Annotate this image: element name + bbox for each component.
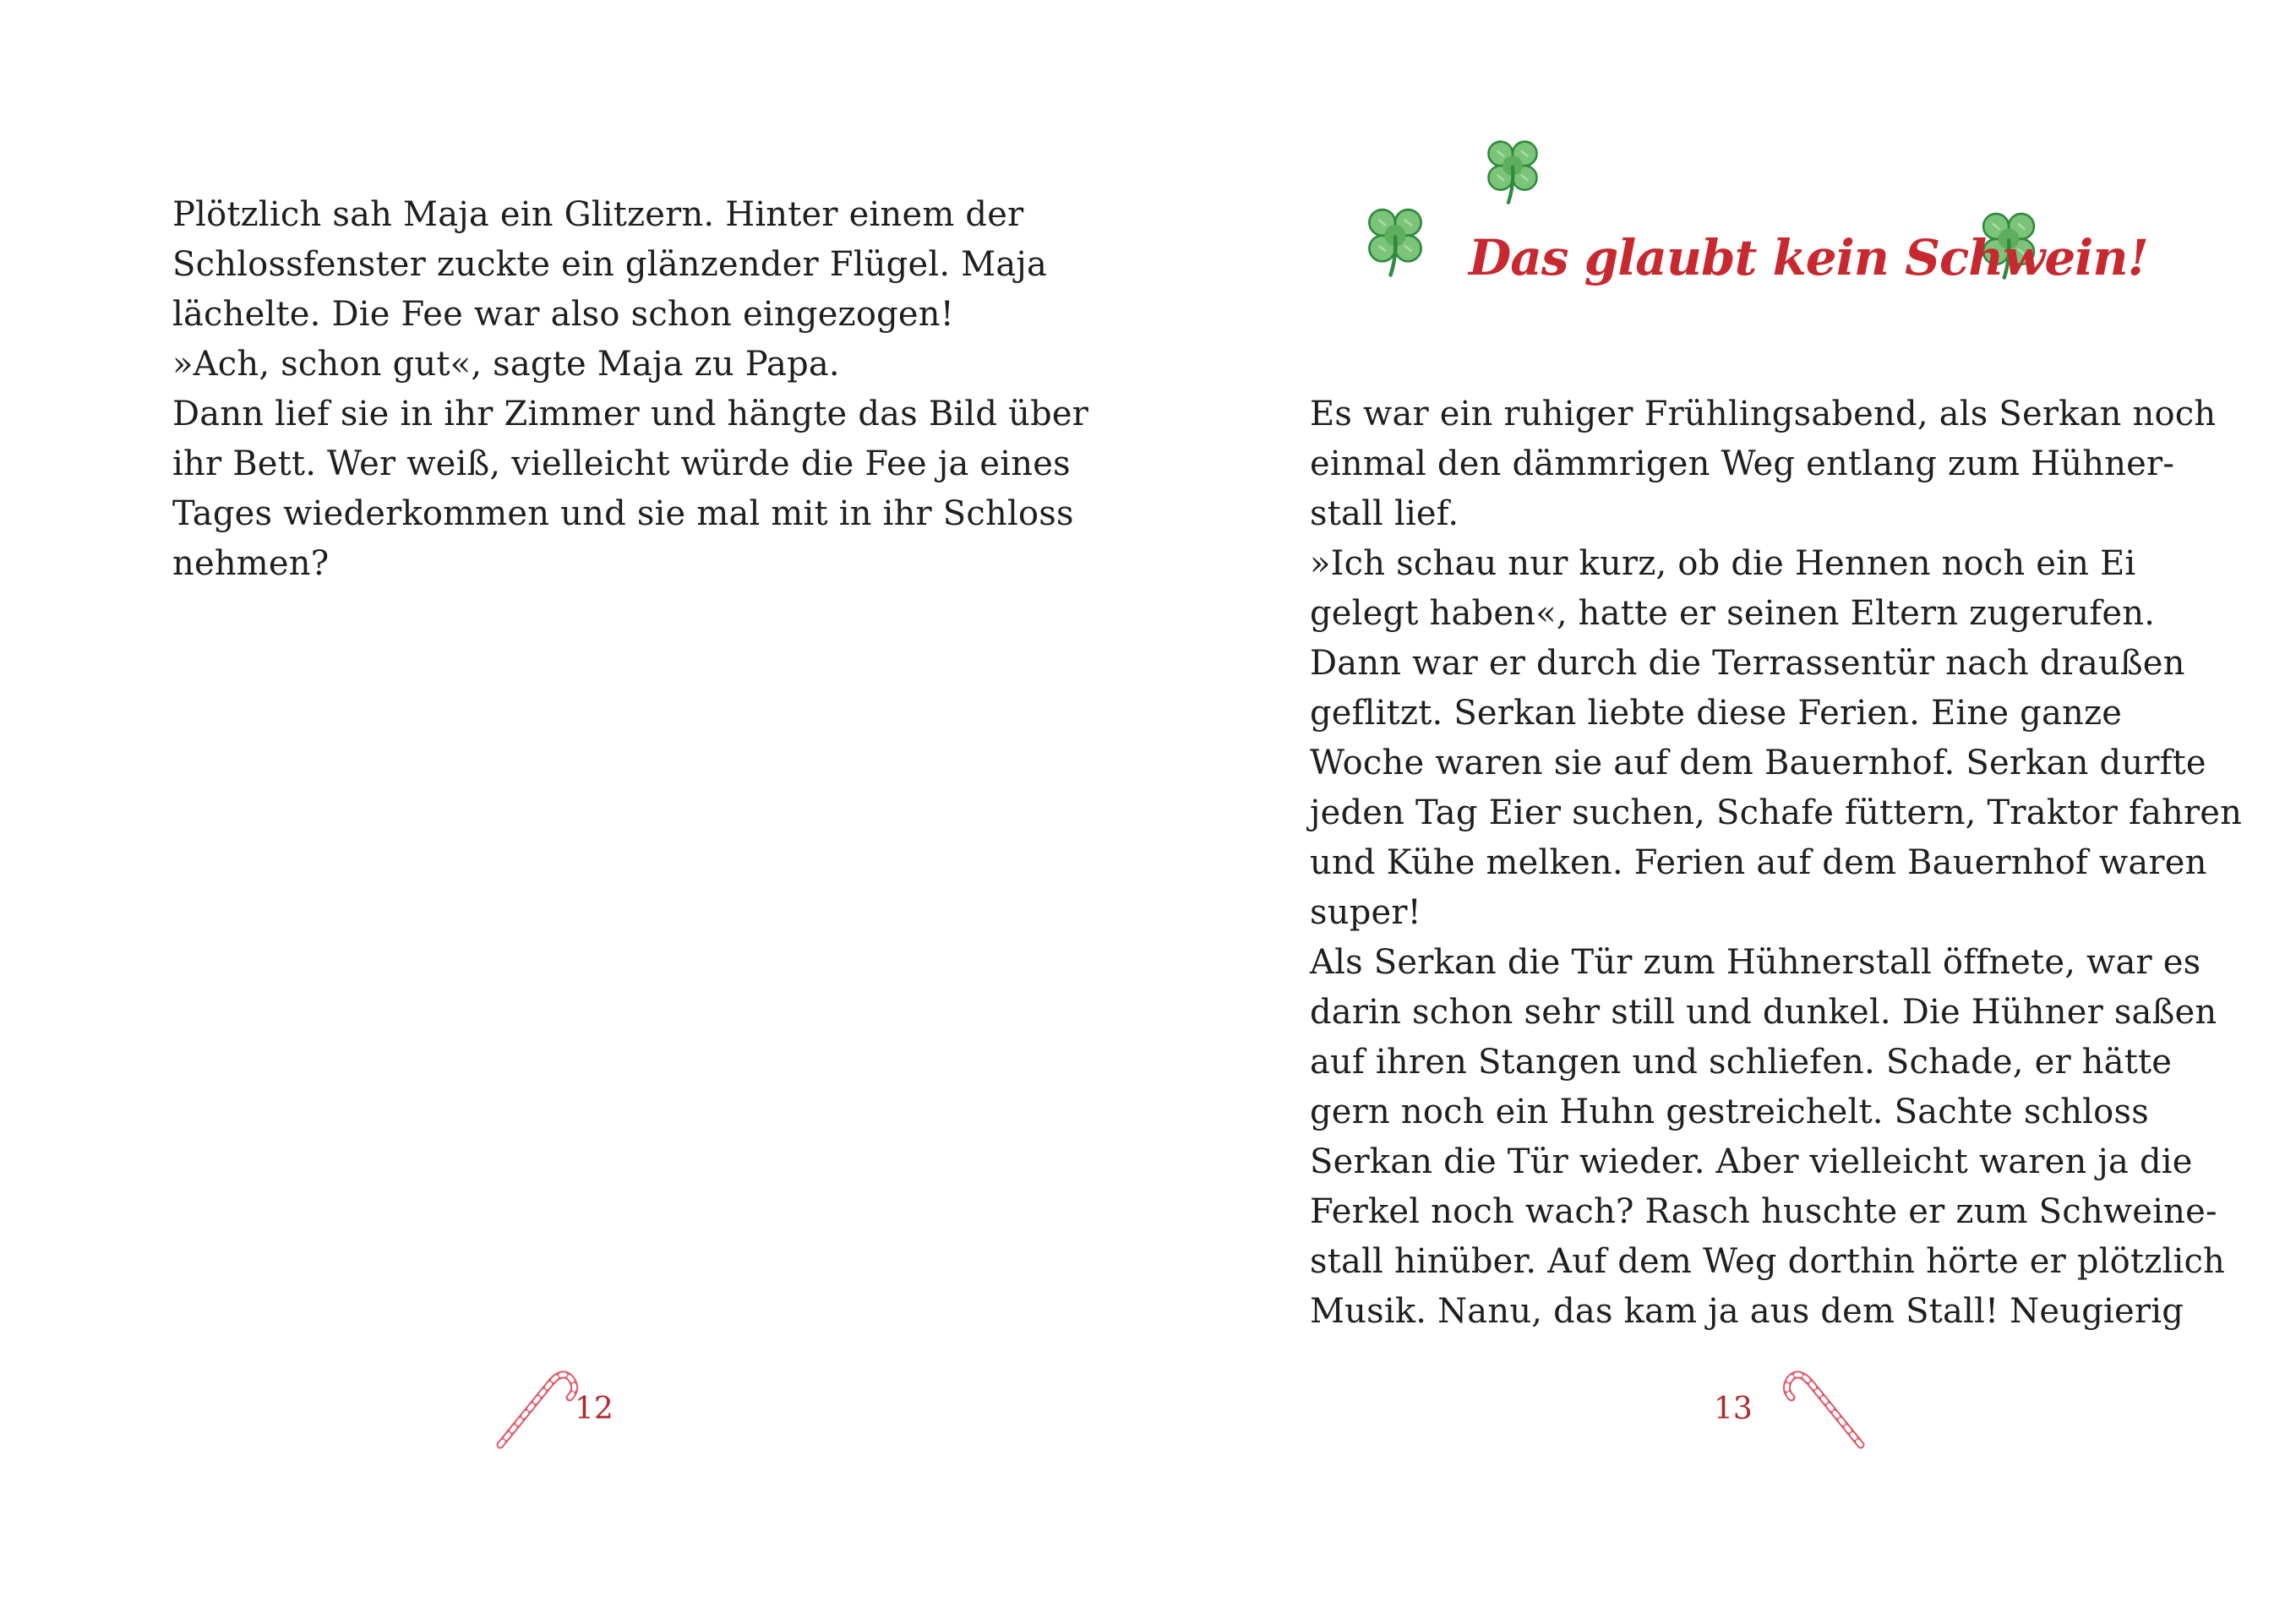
text-line: darin schon sehr still und dunkel. Die Hühner saßen	[1310, 993, 2217, 1032]
text-line: ihr Bett. Wer weiß, vielleicht würde die Fee ja eines	[172, 444, 1071, 483]
page-number: 12	[575, 1392, 614, 1426]
candy-cane-icon	[1778, 1360, 1871, 1453]
text-line: Es war ein ruhiger Frühlingsabend, als Serkan noch	[1310, 395, 2217, 433]
text-line: Woche waren sie auf dem Bauernhof. Serkan durfte	[1310, 744, 2206, 782]
text-line: stall lief.	[1310, 494, 1459, 533]
text-line: super!	[1310, 893, 1421, 932]
clover-icon	[1357, 203, 1433, 279]
text-line: Plötzlich sah Maja ein Glitzern. Hinter einem der	[172, 195, 1024, 234]
page-number: 13	[1714, 1392, 1753, 1426]
text-line: geflitzt. Serkan liebte diese Ferien. Eine ganze	[1310, 694, 2123, 733]
text-line: »Ich schau nur kurz, ob die Hennen noch ein Ei	[1310, 544, 2136, 583]
text-line: gern noch ein Huhn gestreichelt. Sachte schloss	[1310, 1093, 2149, 1131]
left-page-text	[172, 190, 1088, 589]
clover-icon	[1477, 135, 1548, 206]
text-line: Ferkel noch wach? Rasch huschte er zum Schweine-	[1310, 1192, 2217, 1231]
text-line: jeden Tag Eier suchen, Schafe füttern, Traktor fahren	[1310, 793, 2243, 832]
text-line: »Ach, schon gut«, sagte Maja zu Papa.	[172, 345, 840, 384]
text-line: Schlossfenster zuckte ein glänzender Flügel. Maja	[172, 245, 1048, 284]
text-line: Serkan die Tür wieder. Aber vielleicht waren ja die	[1310, 1142, 2193, 1181]
text-line: lächelte. Die Fee war also schon eingezogen!	[172, 295, 955, 334]
text-line: Als Serkan die Tür zum Hühnerstall öffnete, war es	[1310, 943, 2201, 982]
candy-cane-icon	[490, 1360, 583, 1453]
text-line: Dann lief sie in ihr Zimmer und hängte das Bild über	[172, 395, 1089, 433]
right-page-text	[1310, 390, 2242, 1337]
text-line: und Kühe melken. Ferien auf dem Bauernhof waren	[1310, 843, 2207, 882]
text-line: gelegt haben«, hatte er seinen Eltern zugerufen.	[1310, 594, 2156, 633]
text-line: Dann war er durch die Terrassentür nach draußen	[1310, 644, 2185, 683]
text-line: einmal den dämmrigen Weg entlang zum Hühner-	[1310, 444, 2175, 483]
text-line: auf ihren Stangen und schliefen. Schade, er hätte	[1310, 1043, 2173, 1082]
text-line: Musik. Nanu, das kam ja aus dem Stall! Neugierig	[1310, 1292, 2184, 1331]
text-line: Tages wiederkommen und sie mal mit in ihr Schloss	[172, 494, 1074, 533]
text-line: nehmen?	[172, 544, 330, 583]
right-page	[1148, 0, 2295, 1597]
text-line: stall hinüber. Auf dem Weg dorthin hörte er plötzlich	[1310, 1242, 2226, 1281]
chapter-title: Das glaubt kein Schwein!	[1469, 229, 2148, 286]
